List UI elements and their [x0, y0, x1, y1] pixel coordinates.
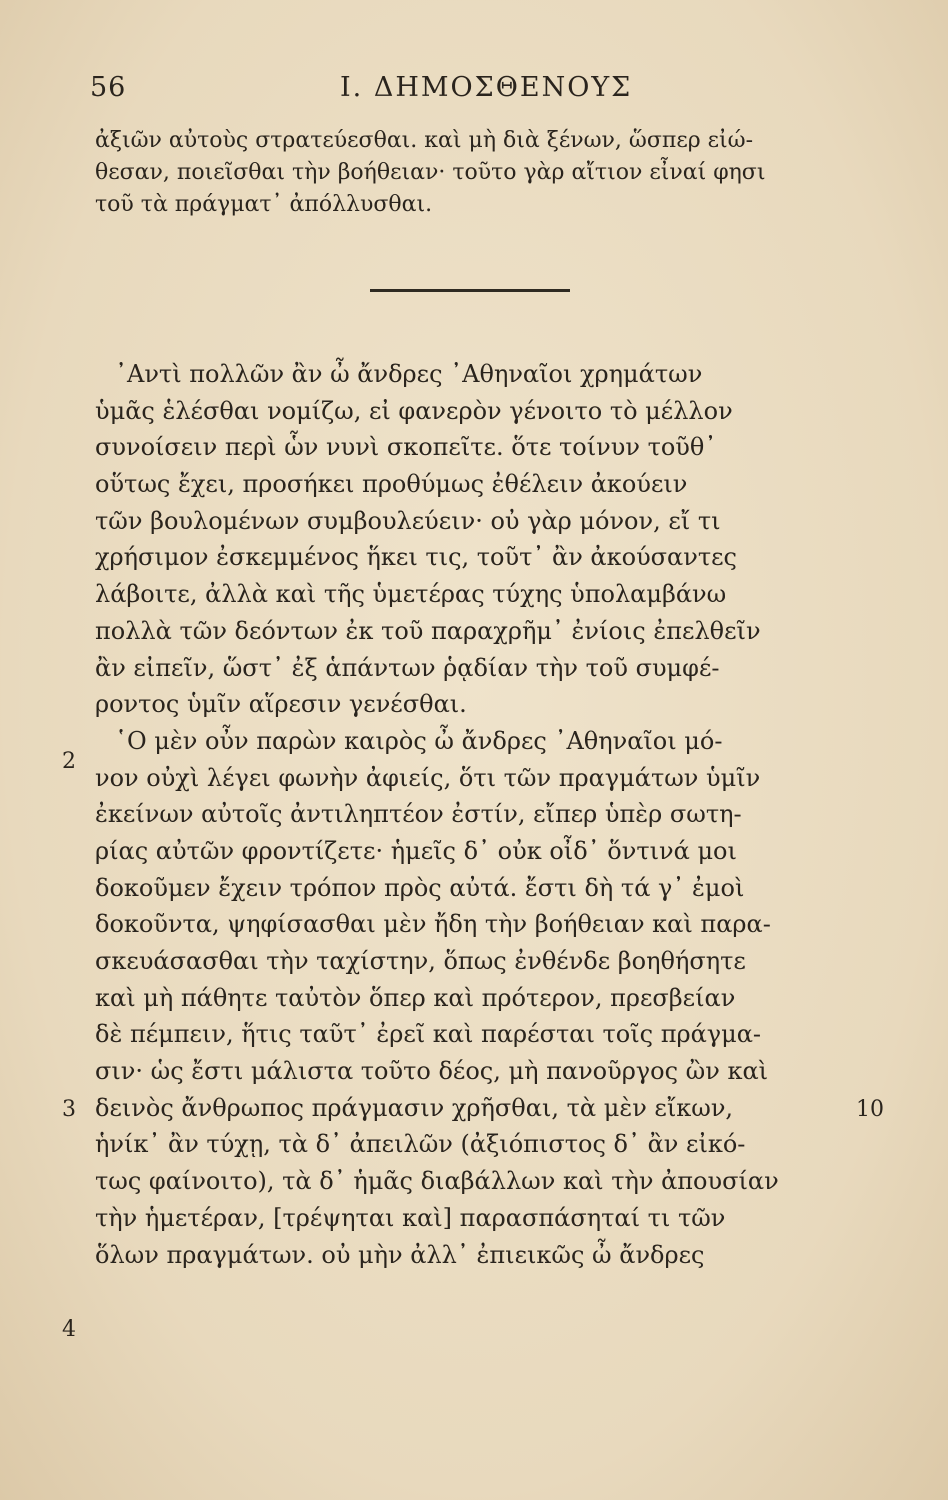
text-line: ὑμᾶς ἑλέσθαι νομίζω, εἰ φανερὸν γένοιτο τὸ μέλλον	[95, 396, 733, 425]
text-line: ἂν εἰπεῖν, ὥστ᾽ ἐξ ἁπάντων ῥᾳδίαν τὴν τοῦ συμφέ-	[95, 653, 720, 682]
text-line: θεσαν, ποιεῖσθαι τὴν βοήθειαν· τοῦτο γὰρ αἴτιον εἶναί φησι	[95, 160, 766, 185]
text-line: ἀξιῶν αὐτοὺς στρατεύεσθαι. καὶ μὴ διὰ ξένων, ὥσπερ εἰώ-	[95, 128, 754, 153]
section-number-3: 3	[62, 1097, 76, 1122]
text-line: τοῦ τὰ πράγματ᾽ ἀπόλλυσθαι.	[95, 192, 433, 217]
text-line: λάβοιτε, ἀλλὰ καὶ τῆς ὑμετέρας τύχης ὑπολαμβάνω	[95, 580, 727, 609]
text-line: ὅλων πραγμάτων. οὐ μὴν ἀλλ᾽ ἐπιεικῶς ὦ ἄνδρες	[95, 1240, 705, 1269]
text-line: τως φαίνοιτο), τὰ δ᾽ ἡμᾶς διαβάλλων καὶ τὴν ἀπουσίαν	[95, 1167, 779, 1196]
text-line: πολλὰ τῶν δεόντων ἐκ τοῦ παραχρῆμ᾽ ἐνίοις ἐπελθεῖν	[95, 616, 761, 645]
text-line: σιν· ὡς ἔστι μάλιστα τοῦτο δέος, μὴ πανοῦργος ὢν καὶ	[95, 1057, 769, 1086]
text-line: δεινὸς ἄνθρωπος πράγμασιν χρῆσθαι, τὰ μὲν εἴκων,	[95, 1093, 734, 1122]
running-title: I. ΔΗΜΟΣΘΕΝΟΥΣ	[340, 72, 633, 103]
text-line: ῾Ο μὲν οὖν παρὼν καιρὸς ὦ ἄνδρες ᾽Αθηναῖοι μό-	[115, 726, 723, 755]
page-number: 56	[90, 72, 127, 103]
text-line: χρήσιμον ἐσκεμμένος ἥκει τις, τοῦτ᾽ ἂν ἀκούσαντες	[95, 543, 737, 572]
text-line: ἡνίκ᾽ ἂν τύχῃ, τὰ δ᾽ ἀπειλῶν (ἀξιόπιστος δ᾽ ἂν εἰκό-	[95, 1130, 746, 1159]
text-line: ᾽Αντὶ πολλῶν ἂν ὦ ἄνδρες ᾽Αθηναῖοι χρημάτων	[115, 360, 703, 388]
section-number-4: 4	[62, 1317, 76, 1342]
text-line: ροντος ὑμῖν αἵρεσιν γενέσθαι.	[95, 690, 467, 719]
text-line: τῶν βουλομένων συμβουλεύειν· οὐ γὰρ μόνον, εἴ τι	[95, 506, 721, 535]
page-header	[0, 62, 948, 106]
text-line: ἐκείνων αὐτοῖς ἀντιληπτέον ἐστίν, εἴπερ ὑπὲρ σωτη-	[95, 800, 742, 829]
text-line: δὲ πέμπειν, ἥτις ταῦτ᾽ ἐρεῖ καὶ παρέσται τοῖς πράγμα-	[95, 1020, 762, 1049]
text-line: δοκοῦντα, ψηφίσασθαι μὲν ἤδη τὴν βοήθειαν καὶ παρα-	[95, 910, 771, 939]
text-line: συνοίσειν περὶ ὧν νυνὶ σκοπεῖτε. ὅτε τοίνυν τοῦθ᾽	[95, 433, 717, 462]
section-divider	[370, 289, 570, 292]
text-line: οὕτως ἔχει, προσήκει προθύμως ἐθέλειν ἀκούειν	[95, 470, 688, 499]
text-line: νον οὐχὶ λέγει φωνὴν ἀφιείς, ὅτι τῶν πραγμάτων ὑμῖν	[95, 763, 761, 792]
text-line: καὶ μὴ πάθητε ταὐτὸν ὅπερ καὶ πρότερον, πρεσβείαν	[95, 983, 736, 1012]
text-line: σκευάσασθαι τὴν ταχίστην, ὅπως ἐνθένδε βοηθήσητε	[95, 947, 746, 975]
margin-number-10: 10	[856, 1097, 884, 1122]
section-number-2: 2	[62, 749, 76, 774]
speech-text	[95, 356, 843, 1273]
text-line: δοκοῦμεν ἔχειν τρόπον πρὸς αὐτά. ἔστι δὴ τά γ᾽ ἐμοὶ	[95, 873, 745, 902]
text-line: ρίας αὐτῶν φροντίζετε· ἡμεῖς δ᾽ οὐκ οἶδ᾽ ὅντινά μοι	[95, 836, 737, 865]
text-line: τὴν ἡμετέραν, [τρέψηται καὶ] παρασπάσηταί τι τῶν	[95, 1203, 726, 1232]
continuation-paragraph	[95, 125, 843, 221]
